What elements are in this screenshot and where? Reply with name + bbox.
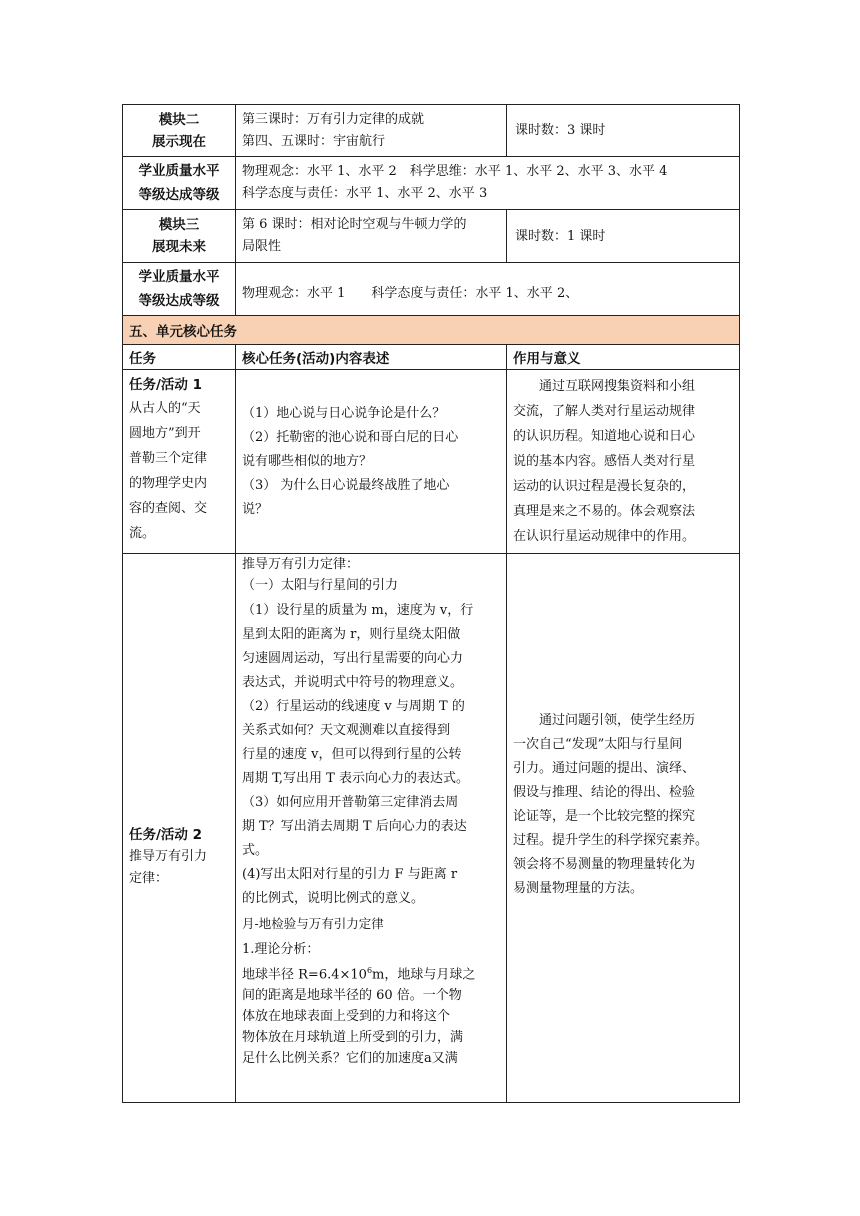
task-2-meaning-line: 引力。通过问题的提出、演绎、 bbox=[513, 760, 696, 776]
task-2-content-line: 期 T？写出消去周期 T 后向心力的表达 bbox=[242, 819, 467, 834]
task-2-content bbox=[236, 554, 507, 1102]
task-2-desc-line: 定律： bbox=[129, 870, 169, 886]
quality-label-2-line1: 学业质量水平 bbox=[138, 269, 220, 285]
task-2-content-line: 体放在地球表面上受到的力和将这个 bbox=[242, 1009, 451, 1025]
quality-row-2 bbox=[123, 263, 739, 316]
header-meaning bbox=[507, 345, 739, 369]
module-two-hours bbox=[507, 105, 739, 156]
task-2-meaning-line: 领会将不易测量的物理量转化为 bbox=[513, 856, 696, 872]
task-2-meaning-line: 假设与推理、结论的得出、检验 bbox=[513, 784, 696, 800]
quality-levels-1 bbox=[236, 157, 739, 209]
quality-label-2-line2: 等级达成等级 bbox=[138, 293, 220, 309]
task-1-title: 任务/活动 1 bbox=[129, 377, 203, 393]
module-two-row bbox=[123, 105, 739, 157]
task-2-questions bbox=[242, 599, 502, 911]
task-1-meaning-line: 说的基本内容。感悟人类对行星 bbox=[513, 454, 696, 469]
module-two-label-line1: 模块二 bbox=[158, 111, 200, 128]
task-1-desc-line: 圆地方”到开 bbox=[129, 426, 201, 441]
section-title bbox=[123, 316, 739, 344]
task-1-meaning-line: 通过互联网搜集资料和小组 bbox=[513, 379, 696, 394]
task-1-desc-line: 从古人的“天 bbox=[129, 401, 201, 416]
task-2-content-line: 表达式，并说明式中符号的物理意义。 bbox=[242, 675, 464, 690]
task-1-meaning bbox=[507, 370, 739, 553]
module-two-label bbox=[123, 105, 236, 156]
task-1-description bbox=[129, 396, 229, 546]
lesson-six-text-cont: 局限性 bbox=[242, 239, 282, 254]
header-task bbox=[123, 345, 236, 369]
task-2-content-line: （一）太阳与行星间的引力 bbox=[242, 578, 399, 593]
task-1-meaning-line: 的认识历程。知道地心说和日心 bbox=[513, 429, 696, 444]
header-task-text: 任务 bbox=[129, 351, 156, 367]
module-two-lessons bbox=[236, 105, 507, 156]
task-2-content-line: 星到太阳的距离为 r，则行星绕太阳做 bbox=[242, 627, 461, 642]
section-title-text: 五、单元核心任务 bbox=[129, 324, 237, 340]
task-2-meaning-line: 过程。提升学生的科学探究素养。 bbox=[513, 832, 709, 848]
task-1-meaning-line: 运动的认识过程是漫长复杂的， bbox=[513, 479, 696, 494]
task-2-content-line: 行星的速度 v，但可以得到行星的公转 bbox=[242, 747, 462, 762]
task-2-content-line: 匀速圆周运动，写出行星需要的向心力 bbox=[242, 651, 464, 666]
earth-radius-text-cont: m，地球与月球之 bbox=[372, 967, 476, 983]
task-1-meaning-line: 真理是来之不易的。体会观察法 bbox=[513, 504, 696, 519]
quality-levels-2-line1: 物理观念：水平 1 科学态度与责任：水平 1、水平 2、 bbox=[242, 286, 579, 301]
task-2-content-line: 物体放在月球轨道上所受到的引力，满 bbox=[242, 1030, 464, 1046]
task-2-title-cell bbox=[123, 554, 236, 1102]
task-2-content-line: 1.理论分析： bbox=[242, 942, 320, 957]
plan-table bbox=[122, 104, 740, 1103]
task-1-title-cell bbox=[123, 370, 236, 553]
task-2-content-line: 关系式如何？天文观测难以直接得到 bbox=[242, 723, 451, 738]
module-three-lessons bbox=[236, 210, 507, 262]
earth-radius-text: 地球半径 R=6.4×10 bbox=[242, 967, 367, 983]
module-three-label-line2: 展现未来 bbox=[152, 239, 206, 255]
task-1-content-line: （2）托勒密的池心说和哥白尼的日心 bbox=[242, 429, 459, 445]
task-2-content-line: （3）如何应用开普勒第三定律消去周 bbox=[242, 795, 459, 810]
quality-label-1 bbox=[123, 157, 236, 209]
lesson-three-text: 第三课时：万有引力定律的成就 bbox=[242, 111, 425, 127]
task-2-content-line: 式。 bbox=[242, 843, 269, 858]
task-1-content-line: （3） 为什么日心说最终战胜了地心 bbox=[242, 477, 450, 493]
quality-levels-2 bbox=[236, 263, 739, 315]
task-2-meaning-line: 一次自己“发现”太阳与行星间 bbox=[513, 736, 683, 752]
lesson-six-text: 第 6 课时：相对论时空观与牛顿力学的 bbox=[242, 217, 467, 232]
task-1-desc-line: 流。 bbox=[129, 526, 156, 541]
quality-label-2 bbox=[123, 263, 236, 315]
task-2-radius-line bbox=[242, 960, 502, 985]
task-1-content-line: 说？ bbox=[242, 501, 269, 517]
header-content-text: 核心任务(活动)内容表述 bbox=[242, 351, 390, 367]
section-header-row bbox=[123, 316, 739, 345]
task-1-content bbox=[236, 370, 507, 553]
task-2-content-line: （2）行星运动的线速度 v 与周期 T 的 bbox=[242, 699, 465, 714]
module-three-label bbox=[123, 210, 236, 262]
quality-label-1-line1: 学业质量水平 bbox=[138, 163, 220, 179]
module-two-label-line2: 展示现在 bbox=[152, 133, 206, 150]
exponent-text: 6 bbox=[366, 966, 373, 975]
column-header-row bbox=[123, 345, 739, 370]
task-1-meaning-line: 交流，了解人类对行星运动规律 bbox=[513, 404, 696, 419]
task-1-desc-line: 普勒三个定律 bbox=[129, 451, 208, 466]
task-1-content-line: 说有哪些相似的地方？ bbox=[242, 453, 373, 469]
module-three-hours bbox=[507, 210, 739, 262]
task-2-row bbox=[123, 554, 739, 1102]
lesson-four-five-text: 第四、五课时：宇宙航行 bbox=[242, 133, 386, 149]
task-2-meaning-line: 论证等，是一个比较完整的探究 bbox=[513, 808, 696, 824]
module-three-row bbox=[123, 210, 739, 263]
task-2-content-line: 月-地检验与万有引力定律 bbox=[242, 916, 384, 931]
task-2-content-line: (4)写出太阳对行星的引力 F 与距离 r bbox=[242, 867, 458, 882]
quality-label-1-line2: 等级达成等级 bbox=[138, 187, 220, 203]
quality-levels-1-line1: 物理观念：水平 1、水平 2 科学思维：水平 1、水平 2、水平 3、水平 4 bbox=[242, 164, 668, 179]
module-three-label-line1: 模块三 bbox=[158, 217, 200, 233]
task-2-meaning bbox=[507, 554, 739, 1102]
task-2-content-line: 间的距离是地球半径的 60 倍。一个物 bbox=[242, 988, 462, 1004]
task-1-desc-line: 的物理学史内 bbox=[129, 476, 208, 491]
task-1-meaning-line: 在认识行星运动规律中的作用。 bbox=[513, 529, 696, 544]
task-2-title: 任务/活动 2 bbox=[129, 826, 203, 843]
task-1-desc-line: 容的查阅、交 bbox=[129, 501, 208, 516]
task-2-content-line: 推导万有引力定律： bbox=[242, 557, 360, 572]
module-two-hours-text: 课时数：3 课时 bbox=[515, 123, 606, 138]
task-2-description bbox=[129, 846, 229, 890]
task-2-content-line: 足什么比例关系？它们的加速度a又满 bbox=[242, 1051, 458, 1067]
task-2-meaning-line: 易测量物理量的方法。 bbox=[513, 880, 644, 896]
task-2-meaning-line: 通过问题引领，使学生经历 bbox=[513, 712, 696, 728]
task-2-content-line: 的比例式，说明比例式的意义。 bbox=[242, 891, 425, 906]
header-meaning-text: 作用与意义 bbox=[513, 351, 581, 367]
task-2-analysis bbox=[242, 939, 502, 1069]
task-2-content-line: 周期 T,写出用 T 表示向心力的表达式。 bbox=[242, 771, 469, 786]
task-2-content-line: （1）设行星的质量为 m，速度为 v，行 bbox=[242, 603, 474, 618]
task-2-desc-line: 推导万有引力 bbox=[129, 848, 208, 864]
task-1-row bbox=[123, 370, 739, 554]
module-three-hours-text: 课时数：1 课时 bbox=[515, 228, 606, 244]
task-1-content-line: （1）地心说与日心说争论是什么？ bbox=[242, 405, 446, 421]
header-content bbox=[236, 345, 507, 369]
quality-levels-1-line2: 科学态度与责任：水平 1、水平 2、水平 3 bbox=[242, 186, 488, 201]
quality-row-1 bbox=[123, 157, 739, 210]
